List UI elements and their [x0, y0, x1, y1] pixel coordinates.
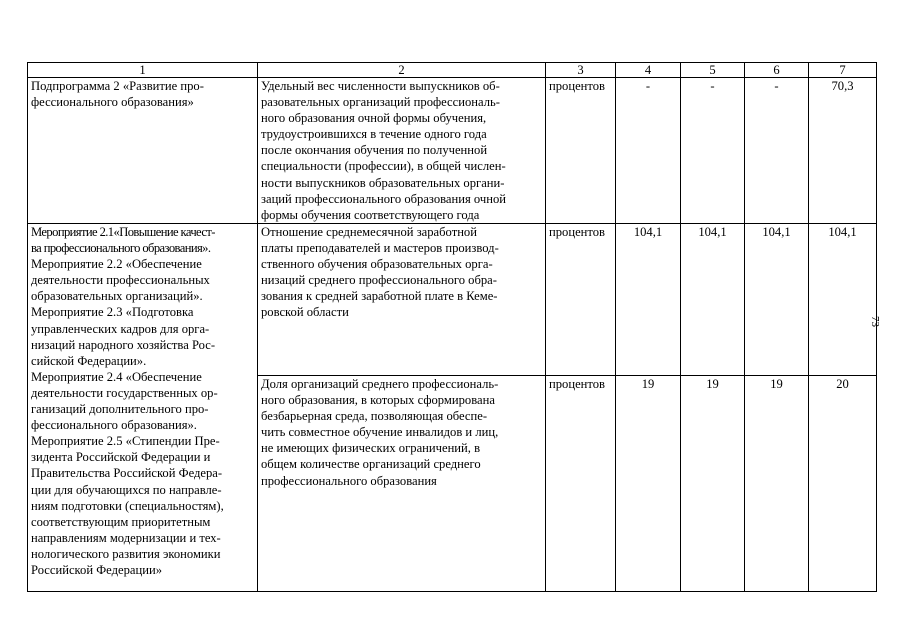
column-header: 5 [681, 63, 745, 78]
value-cell: 104,1 [745, 224, 809, 376]
table-row [28, 78, 877, 224]
program-cell [28, 224, 258, 592]
page-number: 73 [869, 316, 881, 327]
indicator-cell: Отношение среднемесячной заработной платы преподавателей и мастеров производ- ственного обучения образовательных орга- низаций среднего профессионального обра- зования к средней заработной плате в Кеме- ровской области [258, 224, 546, 376]
indicator-cell: Доля организаций среднего профессиональ- ного образования, в которых сформирована безбарьерная среда, позволяющая обеспе- чить совместное обучение инвалидов и лиц, не имеющих физических ограничений, в общем количестве организаций среднего профессионального образования [258, 376, 546, 592]
table-row [28, 224, 877, 376]
column-header: 1 [28, 63, 258, 78]
unit-cell: процентов [546, 78, 616, 224]
column-header: 6 [745, 63, 809, 78]
value-cell: 20 [809, 376, 877, 592]
program-line: Мероприятие 2.1«Повышение качест- [31, 225, 215, 239]
column-header: 2 [258, 63, 546, 78]
value-cell: 104,1 [809, 224, 877, 376]
program-line: ва профессионального образования». [31, 241, 211, 256]
value-cell: 19 [681, 376, 745, 592]
unit-cell: процентов [546, 224, 616, 376]
value-cell: 70,3 [809, 78, 877, 224]
indicator-cell: Удельный вес численности выпускников об- разовательных организаций профессиональ- ного образования очной формы обучения, трудоустроившихся в течение одного года после окончания обучения по полученной специальности (профессии), в общей числен- ности выпускников образовательных органи- заций профессионального образования очной формы обучения соответствующего года [258, 78, 546, 224]
table-header-row [28, 63, 877, 78]
column-header: 3 [546, 63, 616, 78]
indicators-table [27, 62, 877, 592]
value-cell: - [681, 78, 745, 224]
column-header: 7 [809, 63, 877, 78]
value-cell: - [745, 78, 809, 224]
value-cell: - [616, 78, 681, 224]
unit-cell: процентов [546, 376, 616, 592]
column-header: 4 [616, 63, 681, 78]
value-cell: 104,1 [681, 224, 745, 376]
value-cell: 19 [745, 376, 809, 592]
program-text: Мероприятие 2.2 «Обеспечение деятельности профессиональных образовательных организаций». Мероприятие 2.3 «Подготовка управленческих кадров для орга- низаций народного хозяйства Рос- сийской Федерации». Мероприятие 2.4 «Обеспечение деятельности государственных ор- ганизаций дополнительного про- фессионального образования». Мероприятие 2.5 «Стипендии Пре- зидента Российской Федерации и Правительства Российской Федера- ции для обучающихся по направле- ниям подготовки (специальностям), соответствующим приоритетным направлениям модернизации и тех- нологического развития экономики Российской Федерации» [31, 257, 224, 577]
program-cell: Подпрограмма 2 «Развитие про- фессионального образования» [28, 78, 258, 224]
value-cell: 104,1 [616, 224, 681, 376]
value-cell: 19 [616, 376, 681, 592]
